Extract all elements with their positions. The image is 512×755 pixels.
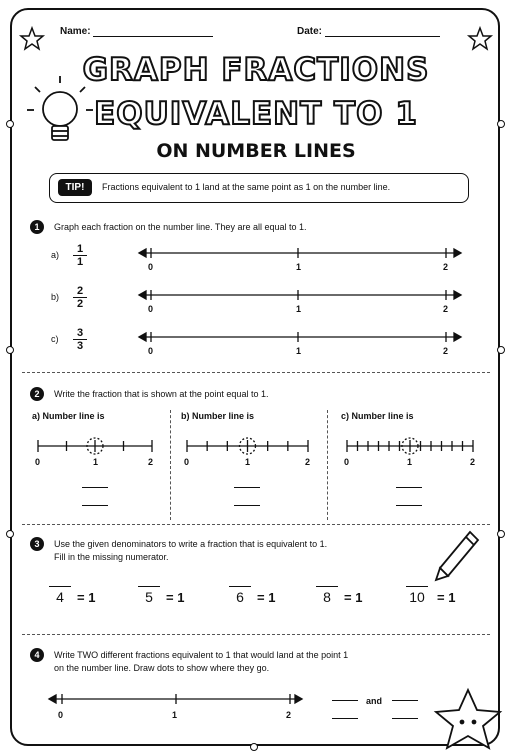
section3-number: 3 — [30, 537, 44, 551]
name-label: Name: — [60, 26, 91, 37]
name-field[interactable] — [60, 26, 213, 37]
tick-label: 2 — [305, 457, 311, 467]
tick-label: 0 — [184, 457, 190, 467]
and-label: and — [366, 696, 383, 706]
equivalent-fraction[interactable]: 5 — [138, 586, 160, 605]
equals-one: = 1 — [257, 590, 276, 605]
column-divider — [170, 410, 171, 520]
date-blank[interactable] — [325, 26, 440, 37]
title-line2: EQUIVALENT TO 1 — [94, 96, 418, 132]
equivalent-fraction[interactable]: 10 — [406, 586, 428, 605]
section4-number: 4 — [30, 648, 44, 662]
denominator-blank[interactable] — [392, 718, 418, 719]
section1-instruction: Graph each fraction on the number line. They are all equal to 1. — [54, 222, 307, 232]
section-divider — [22, 372, 490, 373]
tick-label: 0 — [58, 710, 64, 720]
section4-number-line — [49, 694, 302, 704]
item-label: a) — [51, 250, 60, 260]
arrow-right-icon — [295, 695, 302, 703]
tick-label: 0 — [148, 262, 154, 272]
tick-label: 1 — [93, 457, 99, 467]
arrow-right-icon — [454, 333, 461, 341]
denominator-blank[interactable] — [396, 505, 422, 506]
tick-label: 2 — [286, 710, 292, 720]
section2-number-lines — [38, 438, 473, 454]
tick-label: 1 — [296, 346, 302, 356]
arrow-right-icon — [454, 249, 461, 257]
tick-label: 1 — [245, 457, 251, 467]
tip-badge: TIP! — [58, 179, 92, 196]
tick-label: 0 — [148, 346, 154, 356]
tip-text: Fractions equivalent to 1 land at the same point as 1 on the number line. — [102, 182, 391, 192]
section4-instruction: Write TWO different fractions equivalent to 1 that would land at the point 1 on the number line. Draw dots to show where they go. — [54, 650, 349, 673]
equivalent-fraction[interactable]: 4 — [49, 586, 71, 605]
tick-label: 2 — [148, 457, 154, 467]
numerator-blank[interactable] — [82, 487, 108, 488]
item-label: b) — [51, 292, 60, 302]
section2-instruction: Write the fraction that is shown at the point equal to 1. — [54, 389, 269, 399]
name-blank[interactable] — [93, 26, 213, 37]
equals-one: = 1 — [166, 590, 185, 605]
tick-label: 0 — [35, 457, 41, 467]
section-divider — [22, 524, 490, 525]
tick-label: 2 — [443, 262, 449, 272]
tick-label: 0 — [148, 304, 154, 314]
tick-label: 2 — [443, 304, 449, 314]
arrow-left-icon — [139, 291, 146, 299]
part-label: b) Number line is — [181, 411, 255, 421]
arrow-left-icon — [49, 695, 56, 703]
tick-label: 2 — [443, 346, 449, 356]
arrow-left-icon — [139, 333, 146, 341]
fraction: $\frac{3}{3}$ — [73, 327, 87, 353]
numerator-blank[interactable] — [396, 487, 422, 488]
section-divider — [22, 634, 490, 635]
tick-label: 1 — [296, 262, 302, 272]
tick-label: 1 — [407, 457, 413, 467]
arrow-left-icon — [139, 249, 146, 257]
fraction: $\frac{2}{2}$ — [73, 285, 87, 311]
tick-label: 1 — [172, 710, 178, 720]
equals-one: = 1 — [344, 590, 363, 605]
tip-box — [49, 173, 469, 203]
fraction: $\frac{1}{1}$ — [73, 243, 87, 269]
part-label: a) Number line is — [32, 411, 105, 421]
title-line1: GRAPH FRACTIONS — [82, 52, 430, 88]
section2-number: 2 — [30, 387, 44, 401]
equivalent-fraction[interactable]: 6 — [229, 586, 251, 605]
tick-label: 1 — [296, 304, 302, 314]
denominator-blank[interactable] — [234, 505, 260, 506]
star-mascot-icon — [436, 690, 500, 748]
part-label: c) Number line is — [341, 411, 414, 421]
arrow-right-icon — [454, 291, 461, 299]
equals-one: = 1 — [437, 590, 456, 605]
tick-label: 2 — [470, 457, 476, 467]
section1-number: 1 — [30, 220, 44, 234]
title-line3: ON NUMBER LINES — [156, 140, 356, 162]
date-field[interactable] — [297, 26, 440, 37]
item-label: c) — [51, 334, 59, 344]
numerator-blank[interactable] — [234, 487, 260, 488]
numerator-blank[interactable] — [392, 700, 418, 701]
denominator-blank[interactable] — [332, 718, 358, 719]
equivalent-fraction[interactable]: 8 — [316, 586, 338, 605]
column-divider — [327, 410, 328, 520]
equals-one: = 1 — [77, 590, 96, 605]
section3-instruction: Use the given denominators to write a fraction that is equivalent to 1. Fill in the missing numerator. — [54, 539, 328, 562]
date-label: Date: — [297, 26, 323, 37]
numerator-blank[interactable] — [332, 700, 358, 701]
tick-label: 0 — [344, 457, 350, 467]
denominator-blank[interactable] — [82, 505, 108, 506]
pencil-icon — [436, 532, 478, 580]
